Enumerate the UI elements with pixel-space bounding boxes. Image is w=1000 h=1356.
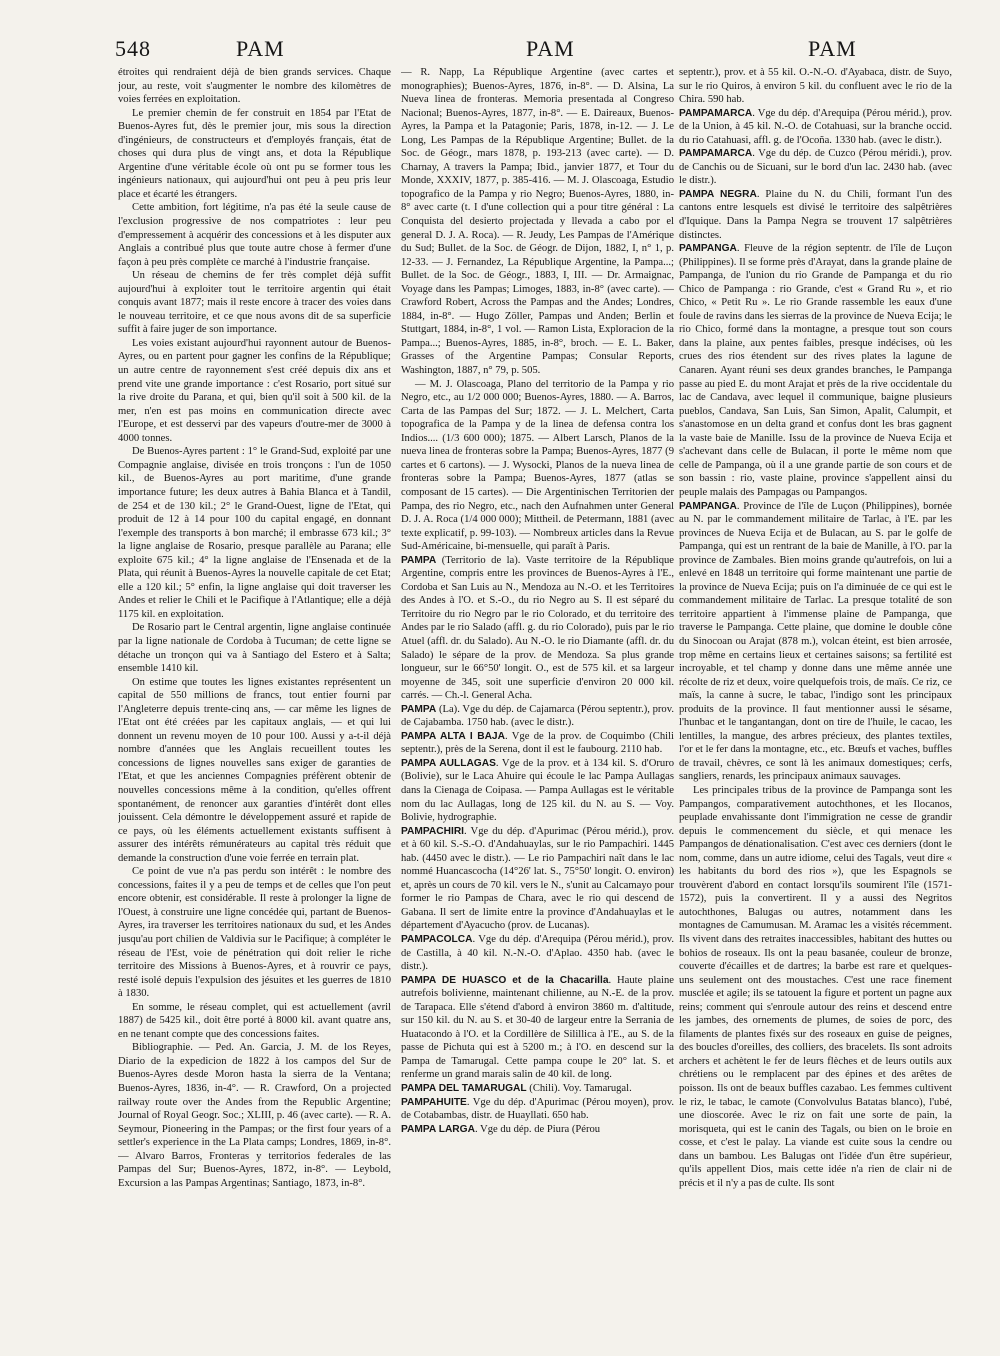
text-paragraph: étroites qui rendraient déjà de bien grands services. Chaque jour, au reste, voit s'augmenter le nombre des kilomètres de voies ferrées en exploitation. bbox=[118, 67, 391, 106]
entry-headword: PAMPA ALTA I BAJA bbox=[401, 730, 505, 742]
text-paragraph: septentr.), prov. et à 55 kil. O.-N.-O. d'Ayabaca, distr. de Suyo, sur le rio Quiros, à environ 5 kil. du confluent avec le rio de la Chira. 590 hab. bbox=[679, 67, 952, 106]
dictionary-entry bbox=[679, 147, 952, 188]
text-paragraph: De Buenos-Ayres partent : 1° le Grand-Sud, exploité par une Compagnie anglaise, divisée en trois tronçons : l'un de 1050 kil., de Buenos-Ayres au port maritime, d'une grande importance future; les deux autres à Bahia Blanca et à Tandil, de 254 et de 130 kil.; 2° le Grand-Ouest, ligne de l'Etat, qui produit de 12 à 14 pour 100 du capital engagé, en donnant l'exemple des transports à bon marché; il embrasse 673 kil.; 3° la ligne anglaise de Rosario, presque parallèle au Parana; elle exploite 675 kil.; 4° la ligne anglaise de l'Ensenada et de la Plata, qui réunit à Buenos-Ayres la nouvelle capitale de cet Etat; elle a 120 kil.; 5° enfin, la ligne anglaise qui doit traverser les Andes et relier le Chili et le Pacifique à l'Atlantique; elle a déjà 1175 kil. en exploitation. bbox=[118, 446, 391, 620]
text-paragraph: Le premier chemin de fer construit en 1854 par l'Etat de Buenos-Ayres fut, dès le premier jour, mis sous la direction d'ingénieurs, de constructeurs et d'employés français, état de choses qui dura plus de vingt ans, et dota la République Argentine d'une véritable école où ont pu se former tous les ingénieurs nationaux, qui aujourd'hui ont peu à peu pris leur place et écarté les étrangers. bbox=[118, 107, 391, 200]
entry-headword: PAMPA LARGA bbox=[401, 1123, 475, 1135]
text-paragraph: — R. Napp, La République Argentine (avec cartes et monographies); Buenos-Ayres, 1876, in-8°. — D. Alsina, La Nueva linea de fronteras. Memoria presentada al Congreso Nacional; Buenos-Ayres, 1877, in-8°. — E. Daireaux, Buenos-Ayres, la Pampa et la Patagonie; Paris, 1878, in-12. — J. Le Long, Les Pampas de la République Argentine; Bullet. de la Soc. de Géogr., mars 1878, p. 193-213 (avec carte). — D. Charnay, A travers la Pampa; Ibid., janvier 1877, et Tour du Monde, XXXIV, 1877, p. 385-416. — M. J. Olascoaga, Estudio topografico de la Pampa y rio Negro; Buenos-Ayres, 1880, in-8° avec carte (t. I d'une collection qui a pour titre général : La Conquista del desierto projectada y llevada a cabo por el general D. J. A. Roca). — R. Jeudy, Les Pampas de l'Amérique du Sud; Bullet. de la Soc. de Géogr. de Dijon, 1882, I, n° 1, p. 12-33. — J. Fernandez, La République Argentine, la Pampa...; Bullet. de la Soc. de Géogr., 1883, I, III. — Dr. Armaignac, Voyage dans les Pampas; Limoges, 1883, in-8° (avec carte). — Crawford Robert, Across the Pampas and the Andes; Londres, 1884, in-8°. — Hugo Zöller, Pampas und Anden; Berlin et Stuttgart, 1884, in-8°, 1 vol. — Ramon Lista, Exploracion de la Pampa...; Buenos-Ayres, 1885, in-8°, broch. — E. L. Baker, Grasses of the Argentine Pampas; Consular Reports, Washington, 1887, n° 79, p. 505. bbox=[401, 67, 674, 377]
entry-headword: PAMPACHIRI bbox=[401, 825, 465, 837]
dictionary-entry bbox=[401, 1082, 674, 1096]
text-column-2 bbox=[401, 66, 674, 1334]
entry-body: (Chili). Voy. Tamarugal. bbox=[526, 1083, 632, 1095]
running-head bbox=[115, 36, 935, 62]
entry-headword: PAMPACOLCA bbox=[401, 934, 473, 945]
dictionary-entry bbox=[401, 1123, 674, 1137]
entry-body: (Territorio de la). Vaste territoire de la République Argentine, compris entre les provinces de Buenos-Ayres à l'E., Cordoba et San Luis au N., Mendoza au N.-O. et les Territoires des Andes à l'O. et S.-O., du rio Negro au S. Il est séparé du Territoire du rio Negro par le rio Colorado, et du territoire des Andes par le rio Salado (affl. g. du rio Colorado), puis par le rio Atuel (affl. dr. du Salado). Au N.-O. le rio Diamante (affl. dr. du Salado) le sépare de la prov. de Mendoza. Sa plus grande longueur, sur le 66°50' longit. O., est de 575 kil. et sa largeur moyenne de 345, soit une superficie d'environ 20 000 kil. carrés. — Ch.-l. General Acha. bbox=[401, 554, 674, 702]
text-paragraph: Un réseau de chemins de fer très complet déjà suffit aujourd'hui à exploiter tout le territoire argentin qui était conquis avant 1877; mais il reste encore à tracer des voies dans le nouveau territoire, et ce que nous avons dit de sa superficie suffit à faire juger de son importance. bbox=[118, 270, 391, 336]
dictionary-entry bbox=[401, 554, 674, 703]
entry-headword: PAMPA DE HUASCO et de la Chacarilla bbox=[401, 974, 609, 986]
entry-body: . Province de l'île de Luçon (Philippines), bornée au N. par le commandement militaire de Tarlac, à l'E. par les provinces de Nueva Ecija et de Bulacan, au S. par le golfe de Pampanga, qui est un rentrant de la baie de Manille, à l'O. par la province de Zambales. Bien moins grande qu'autrefois, on lui a enlevé en 1848 un territoire qui forme maintenant une partie de la province de Nueva Ecija; puis on l'a diminuée de ce qui est le commandement militaire de Tarlac. La presque totalité de son territoire appartient à l'immense plaine de Pampanga, que traverse le Pampanga. Cette plaine, que domine le double cône du Sinocoan ou Arajat (878 m.), volcan éteint, est bien arrosée, trop même en certains lieux et certaines saisons; sa fertilité est incroyable, et tel champ y donne dans une même année une récolte de riz et deux, voire quelquefois trois, de maïs. Ce riz, ce maïs, la canne à sucre, le tabac, l'indigo sont les principaux produits de la province. Il faut mentionner aussi le sésame, l'hunbac et le tangantangan, dont on tire de l'huile, le cacao, les lentilles, la mangue, des arbres précieux, des plantes textiles, l'or et le fer dans la montagne, etc., etc. Bœufs et vaches, buffles de travail, chèvres, ce sont là les animaux domestiques; cerfs, sangliers, renards, les principaux animaux sauvages. bbox=[679, 500, 952, 783]
entry-headword: PAMPAMARCA bbox=[679, 148, 753, 160]
text-paragraph: De Rosario part le Central argentin, ligne anglaise continuée par la ligne nationale de Cordoba à Tucuman; de cette ligne se détache un tronçon qui va à Santiago del Estero et à Salta; ensemble 1410 kil. bbox=[118, 622, 391, 675]
dictionary-entry bbox=[401, 757, 674, 825]
entry-body: . Vge du dép. de Piura (Pérou bbox=[474, 1123, 601, 1135]
dictionary-entry bbox=[679, 242, 952, 499]
text-paragraph: Cette ambition, fort légitime, n'a pas été la seule cause de l'exclusion progressive de nos compatriotes : leur peu d'empressement à acquérir des concessions et à les disputer aux Anglais a contribué plus que toute autre chose à fermer d'une façon à peu près complète ce marché à l'industrie française. bbox=[118, 202, 391, 268]
running-head-col1: PAM bbox=[236, 36, 285, 61]
entry-headword: PAMPAMARCA bbox=[679, 107, 753, 119]
entry-body: . Vge de la prov. de Coquimbo (Chili septentr.), près de la Serena, dont il est le faubourg. 2110 hab. bbox=[401, 730, 674, 756]
text-paragraph: — M. J. Olascoaga, Plano del territorio de la Pampa y rio Negro, etc., au 1/2 000 000; Buenos-Ayres, 1880. — A. Barros, Carta de las Pampas del Sur; 1872. — J. L. Melchert, Carta topografica de la Pampa y de la linea de defensa contra los Indios.... (1/3 600 000); 1875. — Albert Larsch, Planos de la nueva linea de fronteras sobre la Pampa; Buenos-Ayres, 1877 (9 cartes et 6 cartons). — J. Wysocki, Planos de la nueva linea de fronteras sobre la Pampa; Buenos-Ayres, 1877 (atlas se composant de 15 cartes). — Die Argentinischen Territorien der Pampa, des rio Negro, etc., nach den Aufnahmen unter General D. J. A. Roca (1/4 000 000); Mittheil. de Petermann, 1881 (avec texte explicatif, p. 99-103). — Nombreux articles dans la Revue Sud-Américaine, bi-mensuelle, qui paraît à Paris. bbox=[401, 378, 674, 553]
dictionary-entry bbox=[401, 703, 674, 730]
entry-headword: PAMPA NEGRA bbox=[679, 188, 757, 200]
entry-body: . Vge du dép. d'Apurimac (Pérou mérid.), prov. et à 60 kil. S.-S.-O. d'Andahuaylas, sur le rio Pampachiri. 1445 hab. (4450 avec le distr.). — Le rio Pampachiri naît dans le lac nommé Huancascocha (14°26' lat. S., 75°50' longit. O. environ) et, après un cours de 70 kil. vers le N., s'unit au Calcamayo pour former le rio Pampas de Chara, avec le rio qui descend de Gabana. Il sert de limite entre la province d'Andahuaylas et le département d'Ayacucho (prov. de Lucanas). bbox=[401, 825, 674, 932]
entry-body: . Plaine du N. du Chili, formant l'un des cantons entre lesquels est divisé le territoire des salpêtrières d'Iquique. Dans la Pampa Negra se trouvent 17 salpêtrières distinctes. bbox=[679, 188, 952, 241]
dictionary-entry bbox=[401, 730, 674, 757]
text-column-3 bbox=[679, 66, 952, 1334]
text-paragraph: En somme, le réseau complet, qui est actuellement (avril 1887) de 5425 kil., doit être porté à 8000 kil. avant quatre ans, en ne tenant compte que des concessions faites. bbox=[118, 1001, 391, 1040]
text-paragraph: Les principales tribus de la province de Pampanga sont les Pampangos, comparativement autochthones, et les Ilocanos, peuplade envahissante dont l'immigration ne cesse de grandir depuis le commencement du siècle, et qui menace les Pampangos de dénationalisation. C'est avec ces derniers (dont le nom, comme, dans un autre idiome, celui des Tagals, veut dire « les habitants du bord des rios »), que les Espagnols se trouvèrent d'abord en contact lorsqu'ils soumirent l'île (1571-1572), puis la convertirent. Il y a aussi des Negritos autochthones, Balugas ou autres, notamment dans les montagnes de Camumusan. M. Aramac les a visités récemment. Ils vivent dans des retraites inaccessibles, habitant des huttes ou bohios de roseaux. Ils ont la peau basanée, couleur de bronze, couverte d'écailles et de dartres; la barbe est rare et quelques-uns seulement ont des moustaches. C'est une race finement musclée et agile; ils se tatouent la figure et portent un pagne aux reins; comment qui s'enroule autour des reins et descend entre les jambes, des ornements de plumes, de soies de porc, des filaments de plantes fixés sur des roseaux en guise de peignes, des boucles d'oreilles, des colliers, des bracelets. Ils sont adroits archers et achètent le fer de leurs flèches et de leurs outils aux chrétiens ou le remplacent par des épines et des arêtes de poisson. Ils ont de beaux buffles cazabao. Les femmes cultivent le riz, le tabac, le camote (Convolvulus Batatas blanco), l'ubé, une dioscorée. Avec le riz on fait une sorte de pain, la morisqueta, qui est le canin des Tagals, ou bien on le broie en cosse, et c'est le palay. La viande est cuite sous la cendre ou dans un bambou. Les Balugas ont l'idée d'un être supérieur, qu'ils appellent Dios, mais cette idée n'a rien de clair ni de précis et il n'y a pas de culte. Ils sont bbox=[679, 784, 952, 1189]
entry-headword: PAMPA AULLAGAS bbox=[401, 757, 496, 769]
entry-headword: PAMPA bbox=[401, 703, 437, 715]
page-number: 548 bbox=[115, 36, 151, 61]
entry-body: (La). Vge du dép. de Cajamarca (Pérou septentr.), prov. de Cajabamba. 1750 hab. (avec le distr.). bbox=[401, 703, 674, 729]
entry-body: . Vge de la prov. et à 134 kil. S. d'Oruro (Bolivie), sur le Laca Ahuire qui écoule le lac Pampa Aullagas dans la Cienaga de Coipasa. — Pampa Aullagas est le véritable nom du lac Aullagas, long de 125 kil. du N. au S. — Voy. Bolivie, hydrographie. bbox=[401, 757, 674, 824]
text-paragraph: On estime que toutes les lignes existantes représentent un capital de 550 millions de francs, tout entier fourni par l'Angleterre depuis trente-cinq ans, — car même les lignes de l'Etat ont été créées par les capitaux anglais, — et qui lui donnent un revenu moyen de 10 pour 100. Aussi y a-t-il déjà nombre d'années que les Anglais recueillent toutes les concessions de lignes nouvelles sans exiger de garanties de l'Etat, et que les anciennes Compagnies préfèrent obtenir de nouvelles concessions même à la condition, qu'elles offrent spontanément, de renoncer aux garanties d'intérêt dont elles jouissent. Cela démontre le développement assuré et rapide de ce pays, où les éléments actuellement existants suffisent à assurer des intérêts rémunérateurs au capital très réduit que demande la construction d'une voie ferrée en terrain plat. bbox=[118, 676, 391, 864]
dictionary-entry bbox=[401, 825, 674, 933]
entry-body: . Vge du dép. de Cuzco (Pérou méridi.), prov. de Canchis ou de Sicuani, sur le bord d'un lac. 2430 hab. (avec le distr.). bbox=[679, 148, 952, 187]
entry-body: . Fleuve de la région septentr. de l'île de Luçon (Philippines). Il se forme près d'Arayat, dans la grande plaine de Pampanga, de l'union du rio Grande de Pampanga et du rio Chico de Pampanga : rio Grande, c'est « Grand Ru », et rio Chico, « Petit Ru ». Le rio Grande rassemble les eaux d'une foule de ravins dans les sierras de la province de Nueva Ecija; le rio Chico, formé dans la montagne, a presque tout son cours dans la plaine, aux pentes faibles, presque indécises, où les crues des rios étendent sur des rives plates la lagune de Canaren. Ayant réuni ses deux grandes branches, le Pampanga passe au pied E. du mont Arajat et près de la rive occidentale du lac de Candava, avec lequel il communique, baigne plusieurs pueblos, Candava, San Luis, San Simon, Apalit, Calumpit, et s'anastomose en un delta grand et confus dont les bras gagnent la vaste baie de Manille. Issu de la province de Nueva Ecija et s'achevant dans celle de Bulacan, il porte le même nom que celle de Pampanga, où il a une grande partie de son cours et de son bassin : rio, vaste plaine, province s'appellent ainsi du peuple malais des Pampagas ou Pampangos. bbox=[679, 243, 952, 498]
entry-body: . Vge du dép. d'Apurimac (Pérou moyen), prov. de Cotabambas, distr. de Huayllati. 650 hab. bbox=[401, 1096, 674, 1122]
dictionary-entry bbox=[401, 974, 674, 1082]
running-head-col2: PAM bbox=[526, 36, 575, 61]
text-paragraph: Les voies existant aujourd'hui rayonnent autour de Buenos-Ayres, ou en partent pour gagner les confins de la République; un autre centre de rayonnement s'est créé depuis dix ans et prend vite une grande importance : c'est Rosario, port situé sur la rive droite du Parana, et qui, bien qu'il soit à 500 kil. de la mer, n'en est pas moins en communication directe avec l'Europe, et est desservi par des vapeurs d'outre-mer de 3000 à 4000 tonnes. bbox=[118, 337, 391, 444]
entry-body: . Haute plaine autrefois bolivienne, maintenant chilienne, au N.-E. de la prov. de Tarapaca. Elle s'étend d'abord à environ 3860 m. d'altitude, sur 150 kil. du N. au S. et 30-40 de largeur entre la Serrania de Huatacondo à l'O. et la Cordillère de Silillica à l'E., au S. de la passe de Pichuta qui est à 5200 m.; à l'O. en descend sur la Pampa de Tamarugal. Cette pampa coupe le 20° lat. S. et renferme un grand marais salin de 40 kil. de long. bbox=[401, 974, 674, 1081]
dictionary-entry bbox=[401, 933, 674, 974]
entry-body: . Vge du dép. d'Arequipa (Pérou mérid.), prov. de Castilla, à 40 kil. N.-N.-O. d'Aplao. 4350 hab. (avec le distr.). bbox=[401, 934, 674, 973]
dictionary-entry bbox=[401, 1096, 674, 1123]
dictionary-entry bbox=[679, 500, 952, 784]
running-head-col3: PAM bbox=[808, 36, 857, 61]
text-paragraph: Ce point de vue n'a pas perdu son intérêt : le nombre des concessions, faites il y a peu de temps et de celles que l'on peut encore obtenir, est considérable. Il reste à prolonger la ligne de l'Ouest, à construire une ligne concédée qui, partant de Buenos-Ayres, ira traverser les territoires nationaux du sud, et les Andes jusqu'au port chilien de Valdivia sur le Pacifique; à compléter le réseau de l'Est, voie de pénétration qui doit relier le riche territoire des Missions à Buenos-Ayres, et à rouvrir ce pays, resté isolé depuis l'expulsion des jésuites et les guerres de 1810 à 1830. bbox=[118, 866, 391, 1000]
text-paragraph: Bibliographie. — Ped. An. Garcia, J. M. de los Reyes, Diario de la expedicion de 1822 à los campos del Sur de Buenos-Ayres desde Moron hasta la sierra de la Ventana; Buenos-Ayres, 1836, in-4°. — R. Crawford, On a projected railway route over the Andes from the Republic Argentine; Journal of Royal Geogr. Soc.; XLIII, p. 46 (avec carte). — R. A. Seymour, Pioneering in the Pampas; or the first four years of a settler's experience in the La Plata camps; Londres, 1869, in-8°. — Alvaro Barros, Fronteras y territorios federales de las Pampas del Sur; Buenos-Ayres, 1872, in-8°. — Leybold, Excursion a las Pampas Argentinas; Santiago, 1873, in-8°. bbox=[118, 1042, 391, 1189]
entry-body: . Vge du dép. d'Arequipa (Pérou mérid.), prov. de la Union, à 45 kil. N.-O. de Cotahuasi, sur la branche occid. du rio Catahuasi, affl. g. de l'Ocoña. 1330 hab. (avec le distr.). bbox=[679, 107, 952, 146]
entry-headword: PAMPA DEL TAMARUGAL bbox=[401, 1083, 527, 1095]
entry-headword: PAMPA bbox=[401, 554, 437, 566]
entry-headword: PAMPAHUITE bbox=[401, 1096, 467, 1108]
dictionary-entry bbox=[679, 188, 952, 242]
text-column-1 bbox=[118, 66, 391, 1334]
entry-headword: PAMPANGA bbox=[679, 500, 737, 512]
entry-headword: PAMPANGA bbox=[679, 243, 737, 255]
dictionary-entry bbox=[679, 107, 952, 148]
